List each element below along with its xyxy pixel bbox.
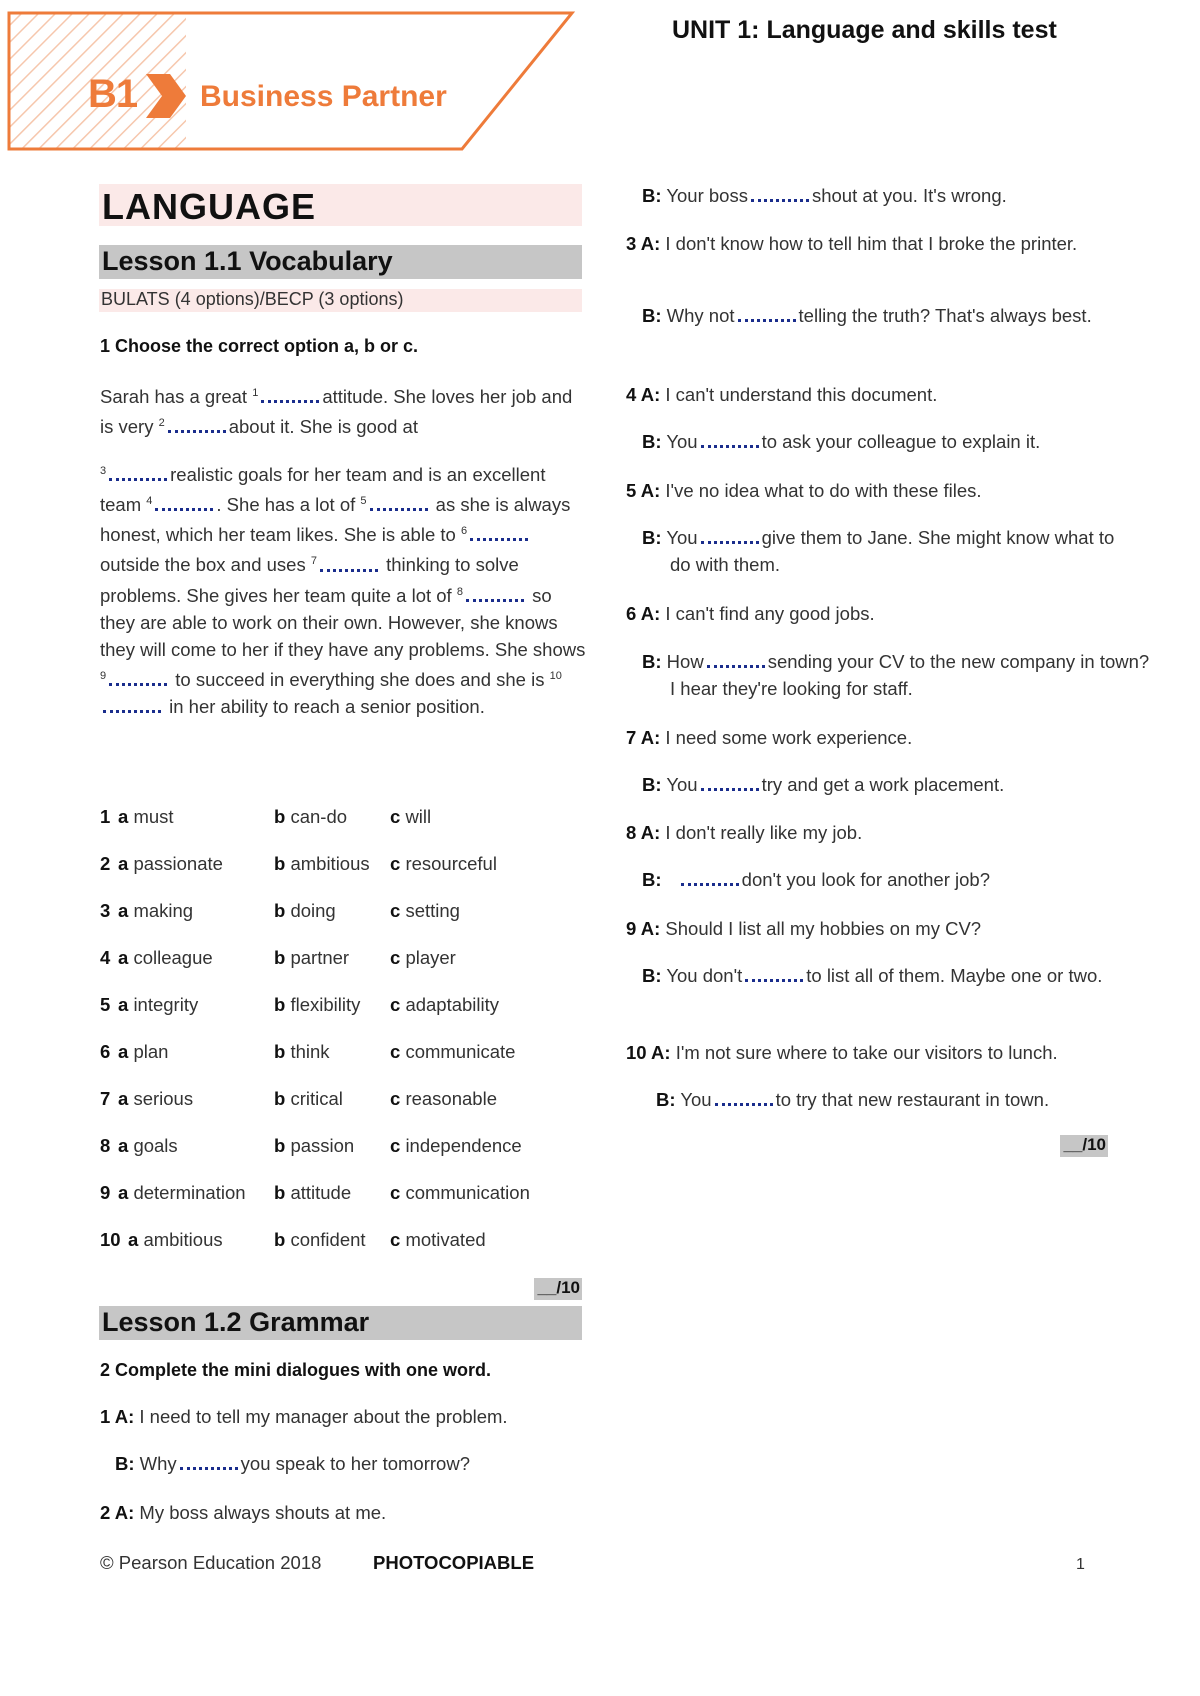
dialogue-blank-7[interactable]	[701, 774, 759, 791]
gap-number: 10	[549, 669, 562, 682]
dialogue-blank-10[interactable]	[715, 1089, 773, 1106]
option-a[interactable]: a plan	[118, 1041, 169, 1062]
gap-number: 6	[460, 525, 468, 538]
dialogue-3-b: B: Why not telling the truth? That's always best.	[642, 305, 1092, 326]
dialogue-4-a: 4 A: I can't understand this document.	[626, 384, 938, 405]
dialogue-blank-9[interactable]	[745, 965, 803, 982]
dialogue-7-b: B: You try and get a work placement.	[642, 774, 1005, 795]
gap-number: 4	[146, 495, 153, 508]
option-row	[100, 1229, 590, 1257]
dialogue-1-b: B: Why you speak to her tomorrow?	[115, 1453, 470, 1474]
option-number: 9	[100, 1182, 111, 1203]
gap-blank-3[interactable]	[109, 464, 167, 481]
gap-blank-1[interactable]	[261, 386, 319, 403]
vocabulary-paragraph	[100, 380, 590, 440]
option-c[interactable]: c setting	[390, 900, 460, 921]
dialogue-6-b: B: How sending your CV to the new company in town? I hear they're looking for staff.	[642, 651, 1150, 699]
option-c[interactable]: c resourceful	[390, 853, 497, 874]
option-b[interactable]: b critical	[274, 1088, 343, 1109]
option-row	[100, 1041, 590, 1069]
text-segment: attitude. She loves her job and is very	[100, 386, 573, 438]
dialogue-4-b: B: You to ask your colleague to explain it.	[642, 431, 1041, 452]
option-number: 2	[100, 853, 111, 874]
option-b[interactable]: b think	[274, 1041, 330, 1062]
dialogue-5-a: 5 A: I've no idea what to do with these files.	[626, 480, 982, 501]
score-text: __/10	[1063, 1135, 1106, 1154]
dialogue-2-a: 2 A: My boss always shouts at me.	[100, 1502, 387, 1523]
option-a[interactable]: a ambitious	[128, 1229, 223, 1250]
option-a[interactable]: a colleague	[118, 947, 213, 968]
option-number: 8	[100, 1135, 111, 1156]
gap-blank-5[interactable]	[370, 494, 428, 511]
lesson1-title: Lesson 1.1 Vocabulary	[102, 246, 393, 276]
text-segment: as she is always honest, which her team likes. She is able to	[100, 494, 571, 546]
gap-number: 5	[360, 495, 367, 508]
option-c[interactable]: c communicate	[390, 1041, 516, 1062]
lesson1-instruction: 1 Choose the correct option a, b or c.	[100, 336, 419, 356]
option-number: 3	[100, 900, 111, 921]
option-b[interactable]: b partner	[274, 947, 350, 968]
gap-blank-9[interactable]	[109, 669, 167, 686]
lesson2-title: Lesson 1.2 Grammar	[102, 1307, 370, 1337]
option-number: 5	[100, 994, 111, 1015]
text-segment: . She has a lot of	[216, 494, 356, 516]
option-row	[100, 1088, 590, 1116]
option-row	[100, 806, 590, 834]
lesson1-score-box	[534, 1278, 582, 1300]
gap-blank-8[interactable]	[466, 585, 524, 602]
text-segment: outside the box and uses	[100, 554, 306, 576]
dialogue-blank-6[interactable]	[707, 651, 765, 668]
page-number: 1	[1076, 1556, 1085, 1573]
option-b[interactable]: b can-do	[274, 806, 348, 827]
lesson2-score-box	[1060, 1135, 1108, 1157]
dialogue-blank-4[interactable]	[701, 431, 759, 448]
gap-blank-10[interactable]	[103, 696, 161, 713]
text-segment: about it. She is good at	[228, 416, 418, 438]
gap-blank-2[interactable]	[168, 416, 226, 433]
option-number: 10	[100, 1229, 121, 1250]
vocabulary-paragraph-continued	[100, 458, 590, 720]
dialogue-3-a: 3 A: I don't know how to tell him that I broke the printer.	[626, 233, 1078, 254]
section-title: LANGUAGE	[102, 186, 316, 227]
dialogue-7-a: 7 A: I need some work experience.	[626, 727, 913, 748]
option-c[interactable]: c player	[390, 947, 456, 968]
text-segment: to succeed in everything she does and she is	[175, 668, 545, 690]
option-a[interactable]: a serious	[118, 1088, 194, 1109]
gap-blank-6[interactable]	[470, 524, 528, 541]
option-a[interactable]: a passionate	[118, 853, 223, 874]
option-row	[100, 947, 590, 975]
gap-blank-4[interactable]	[155, 494, 213, 511]
dialogue-blank-8[interactable]	[681, 869, 739, 886]
option-number: 1	[100, 806, 111, 827]
copyright-notice: © Pearson Education 2018	[100, 1552, 322, 1573]
option-row	[100, 1182, 590, 1210]
dialogue-5-b: B: You give them to Jane. She might know what to do with them.	[642, 527, 1115, 575]
option-a[interactable]: a integrity	[118, 994, 199, 1015]
section-heading-language	[99, 184, 582, 226]
dialogue-10-b: B: You to try that new restaurant in town.	[656, 1089, 1050, 1110]
unit-title: UNIT 1: Language and skills test	[672, 16, 1057, 44]
option-number: 4	[100, 947, 111, 968]
dialogue-blank-1[interactable]	[180, 1453, 238, 1470]
option-a[interactable]: a goals	[118, 1135, 178, 1156]
option-c[interactable]: c motivated	[390, 1229, 486, 1250]
option-row	[100, 900, 590, 928]
dialogue-6-a: 6 A: I can't find any good jobs.	[626, 603, 875, 624]
option-c[interactable]: c will	[390, 806, 432, 827]
lesson-heading-vocabulary	[99, 245, 582, 279]
gap-number: 8	[456, 585, 463, 598]
gap-number: 3	[100, 465, 107, 477]
dialogue-blank-5[interactable]	[701, 527, 759, 544]
lesson-heading-grammar	[99, 1306, 582, 1340]
option-c[interactable]: c reasonable	[390, 1088, 497, 1109]
dialogue-9-a: 9 A: Should I list all my hobbies on my CV?	[626, 918, 982, 939]
lesson1-subtitle: BULATS (4 options)/BECP (3 options)	[101, 289, 404, 309]
option-row	[100, 1135, 590, 1163]
option-number: 7	[100, 1088, 111, 1109]
option-number: 6	[100, 1041, 111, 1062]
text-segment: Sarah has a great	[100, 386, 248, 408]
text-segment: thinking to solve problems. She gives her team quite a lot of	[100, 554, 519, 606]
option-c[interactable]: c independence	[390, 1135, 522, 1156]
dialogue-blank-2[interactable]	[751, 185, 809, 202]
option-row	[100, 994, 590, 1022]
option-b[interactable]: b confident	[274, 1229, 366, 1250]
option-c[interactable]: c communication	[390, 1182, 530, 1203]
exam-options-note	[99, 289, 582, 312]
option-b[interactable]: b doing	[274, 900, 336, 921]
text-segment: realistic goals for her team and is an excellent team	[100, 464, 546, 516]
lesson2-instruction: 2 Complete the mini dialogues with one word.	[100, 1360, 492, 1380]
option-b[interactable]: b passion	[274, 1135, 355, 1156]
option-c[interactable]: c adaptability	[390, 994, 500, 1015]
gap-number: 9	[100, 669, 107, 682]
gap-number: 7	[310, 555, 317, 568]
text-segment: in her ability to reach a senior position.	[169, 695, 485, 717]
text-segment: so they are able to work on their own. However, she knows they will come to her if they have any problems. She shows	[100, 584, 586, 660]
logo-brand-name: Business Partner	[200, 80, 447, 113]
option-a[interactable]: a determination	[118, 1182, 246, 1203]
dialogue-blank-3[interactable]	[738, 305, 796, 322]
option-b[interactable]: b ambitious	[274, 853, 370, 874]
dialogue-2-b: B: Your boss shout at you. It's wrong.	[642, 185, 1007, 206]
score-text: __/10	[537, 1278, 580, 1297]
dialogue-8-a: 8 A: I don't really like my job.	[626, 822, 863, 843]
gap-number: 1	[252, 387, 259, 399]
option-a[interactable]: a must	[118, 806, 174, 827]
dialogue-8-b: B: don't you look for another job?	[642, 869, 990, 890]
photocopiable-label: PHOTOCOPIABLE	[373, 1552, 535, 1573]
option-a[interactable]: a making	[118, 900, 194, 921]
option-row	[100, 853, 590, 881]
option-b[interactable]: b attitude	[274, 1182, 352, 1203]
gap-blank-7[interactable]	[320, 555, 378, 572]
dialogue-1-a: 1 A: I need to tell my manager about the problem.	[100, 1406, 508, 1427]
logo-level: B1	[88, 72, 138, 116]
dialogue-9-b: B: You don't to list all of them. Maybe one or two.	[642, 965, 1103, 986]
gap-number: 2	[158, 417, 165, 430]
option-b[interactable]: b flexibility	[274, 994, 361, 1015]
dialogue-10-a: 10 A: I'm not sure where to take our visitors to lunch.	[626, 1042, 1058, 1063]
